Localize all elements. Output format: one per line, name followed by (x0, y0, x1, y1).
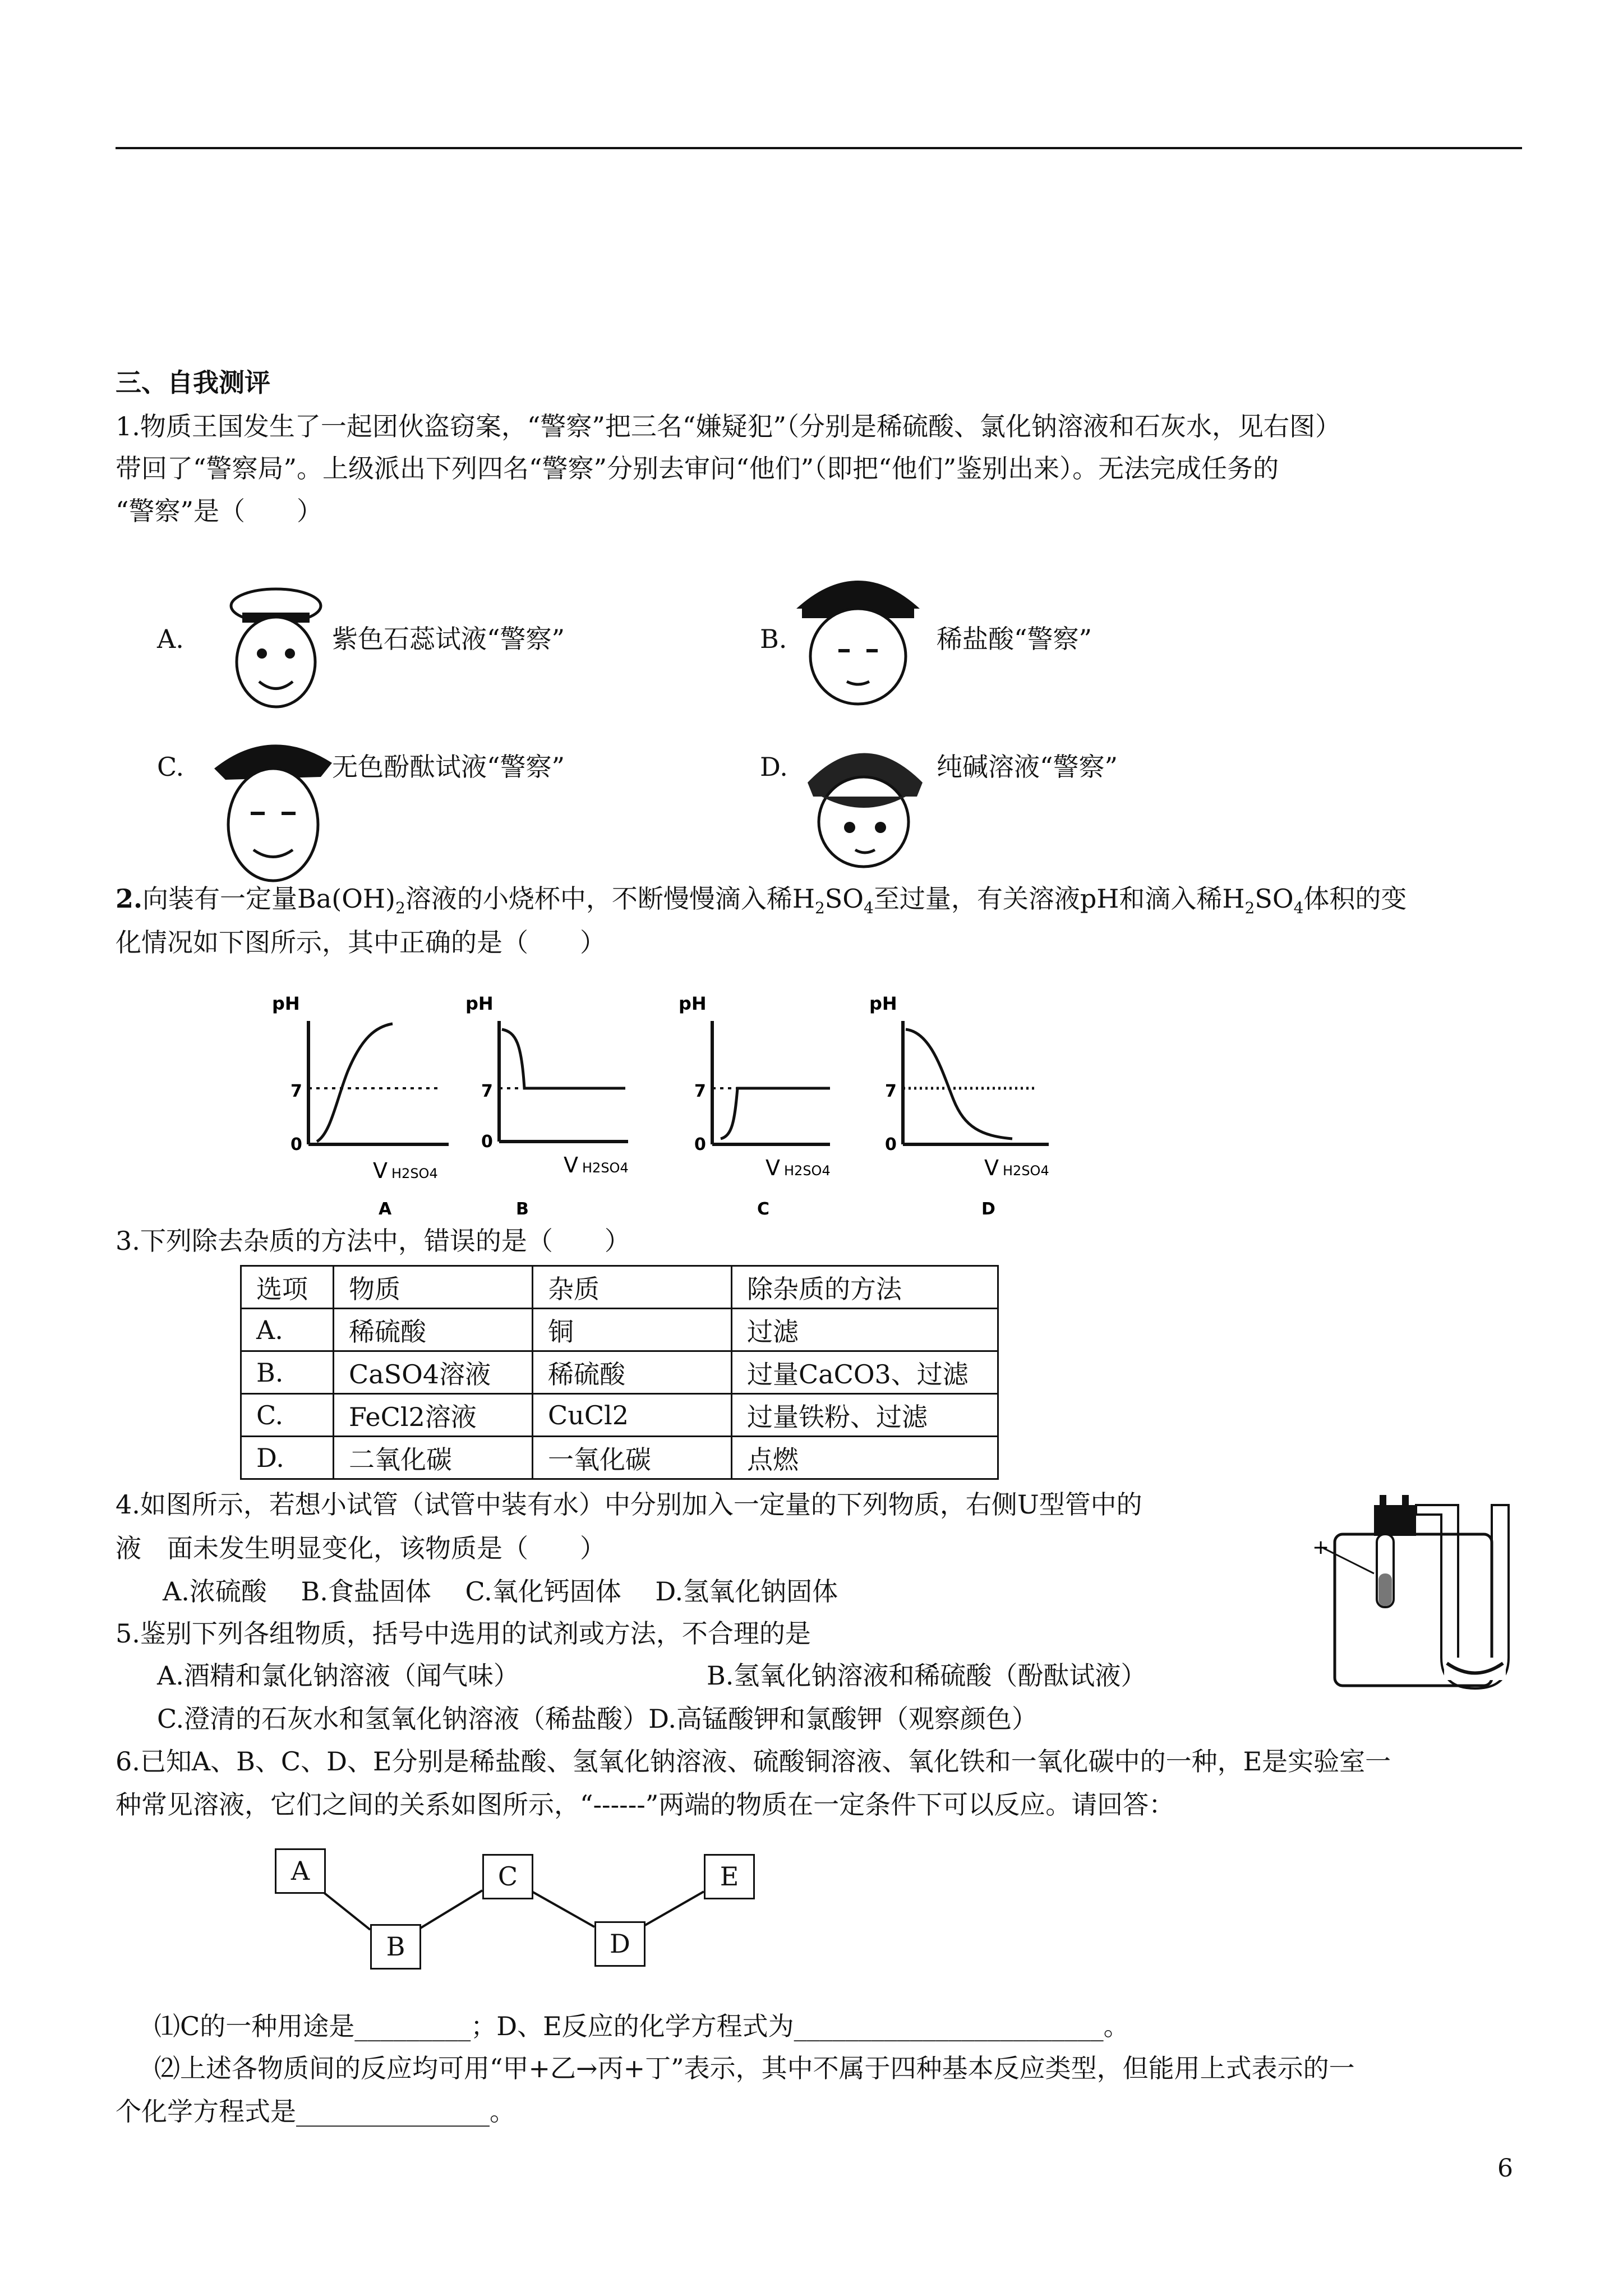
graph-a-label: A (379, 1199, 392, 1219)
graph-b-seven: 7 (481, 1082, 493, 1101)
q1-line1: 1.物质王国发生了一起团伙盗窃案，“警察”把三名“嫌疑犯”（分别是稀硫酸、氯化钠溶液和石灰水，见右图） (116, 411, 1341, 441)
table-header-cell: 选项 (241, 1266, 334, 1309)
table-cell: A. (241, 1309, 334, 1351)
graph-d-zero: 0 (885, 1135, 897, 1154)
table-cell: 铜 (533, 1309, 732, 1351)
table-cell: B. (241, 1351, 334, 1394)
q2-sub4: 2 (1244, 899, 1255, 918)
table-cell: 过滤 (732, 1309, 998, 1351)
q2-num: 2. (116, 884, 143, 914)
table-cell: C. (241, 1394, 334, 1437)
graph-c-xsub: H2SO4 (784, 1163, 831, 1179)
graph-d-xlabel: V (984, 1156, 999, 1180)
graph-a-ylabel: pH (272, 993, 300, 1014)
q4-line1: 4.如图所示，若想小试管（试管中装有水）中分别加入一定量的下列物质，右侧U型管中的 (116, 1489, 1142, 1520)
graph-a-zero: 0 (291, 1135, 302, 1154)
table-cell: CuCl2 (533, 1394, 732, 1437)
q2-l1f: 体积的变 (1303, 884, 1407, 914)
q1-optD-text: 纯碱溶液“警察” (937, 752, 1118, 782)
graph-a-xsub: H2SO4 (391, 1166, 438, 1181)
graph-b-ylabel: pH (465, 993, 494, 1014)
graph-b-xsub: H2SO4 (582, 1160, 629, 1176)
q1-line2: 带回了“警察局”。上级派出下列四名“警察”分别去审问“他们”（即把“他们”鉴别出来）。无法完成任务的 (116, 453, 1279, 484)
table-header-cell: 物质 (334, 1266, 533, 1309)
q5-stem: 5.鉴别下列各组物质，括号中选用的试剂或方法，不合理的是 (116, 1618, 811, 1649)
graph-c-seven: 7 (694, 1082, 706, 1101)
node-c: C (482, 1854, 533, 1899)
table-cell: FeCl2溶液 (334, 1394, 533, 1437)
q2-sub3: 4 (864, 899, 874, 918)
q5-optB: B.氢氧化钠溶液和稀硫酸（酚酞试液） (707, 1660, 1147, 1691)
table-cell: 过量铁粉、过滤 (732, 1394, 998, 1437)
q3-stem: 3.下列除去杂质的方法中，错误的是（ ） (116, 1226, 630, 1256)
graph-c-ylabel: pH (679, 993, 707, 1014)
q2-sub2: 2 (814, 899, 825, 918)
q2-l1d: 至过量，有关溶液pH和滴入稀H (873, 884, 1245, 914)
table-cell: 二氧化碳 (334, 1437, 533, 1479)
graph-d-label: D (981, 1199, 995, 1219)
graph-d-xsub: H2SO4 (1003, 1163, 1049, 1179)
q2-l1b: 溶液的小烧杯中，不断慢慢滴入稀H (405, 884, 815, 914)
q1-optC-letter: C. (157, 752, 185, 782)
table-cell: 稀硫酸 (334, 1309, 533, 1351)
q2-l1a: 向装有一定量Ba(OH) (142, 884, 395, 914)
q1-line3: “警察”是（ ） (116, 496, 323, 526)
q2-l1e: SO (1255, 884, 1294, 914)
q2-sub5: 4 (1293, 899, 1304, 918)
q1-optA-text: 紫色石蕊试液“警察” (332, 624, 565, 654)
node-d: D (594, 1921, 645, 1967)
q2-sub1: 2 (395, 899, 405, 918)
table-header-cell: 杂质 (533, 1266, 732, 1309)
q2-l1c: SO (824, 884, 864, 914)
q5-optCD: C.澄清的石灰水和氢氧化钠溶液（稀盐酸）D.高锰酸钾和氯酸钾（观察颜色） (157, 1704, 1038, 1734)
funnel-plus-icon: + (1312, 1536, 1330, 1559)
q6-line1: 6.已知A、B、C、D、E分别是稀盐酸、氢氧化钠溶液、硫酸铜溶液、氧化铁和一氧化碳中的一种，E是实验室一 (116, 1746, 1391, 1777)
q6-sub2: ⑵上述各物质间的反应均可用“甲+乙→丙+丁”表示，其中不属于四种基本反应类型，但能用上式表示的一 (154, 2053, 1355, 2083)
q5-optA: A.酒精和氯化钠溶液（闻气味） (157, 1660, 519, 1691)
graph-d-seven: 7 (885, 1082, 897, 1101)
graph-a-seven: 7 (291, 1082, 302, 1101)
q4-options: A.浓硫酸 B.食盐固体 C.氧化钙固体 D.氢氧化钠固体 (163, 1576, 838, 1607)
graph-d-ylabel: pH (869, 993, 897, 1014)
graph-b-zero: 0 (481, 1132, 493, 1152)
graph-b-xlabel: V (564, 1153, 578, 1177)
q1-optB-letter: B. (760, 624, 787, 654)
q1-optA-letter: A. (157, 624, 184, 654)
q1-optC-text: 无色酚酞试液“警察” (332, 752, 565, 782)
q4-line2: 液 面未发生明显变化，该物质是（ ） (116, 1533, 606, 1563)
table-cell: 一氧化碳 (533, 1437, 732, 1479)
graph-a-xlabel: V (373, 1158, 388, 1183)
page-number: 6 (1497, 2154, 1513, 2183)
q1-optB-text: 稀盐酸“警察” (937, 624, 1092, 654)
node-b: B (370, 1924, 421, 1970)
table-cell: 稀硫酸 (533, 1351, 732, 1394)
node-a: A (275, 1848, 326, 1894)
table-cell: 过量CaCO3、过滤 (732, 1351, 998, 1394)
graph-c-label: C (757, 1199, 770, 1219)
graph-c-xlabel: V (766, 1156, 780, 1180)
table-cell: D. (241, 1437, 334, 1479)
table-cell: 点燃 (732, 1437, 998, 1479)
table-header-cell: 除杂质的方法 (732, 1266, 998, 1309)
q1-optD-letter: D. (760, 752, 788, 782)
graph-c-zero: 0 (694, 1135, 706, 1154)
table-cell: CaSO4溶液 (334, 1351, 533, 1394)
graph-b-label: B (516, 1199, 529, 1219)
section-title: 三、自我测评 (116, 367, 270, 398)
q6-sub3: 个化学方程式是_______________。 (116, 2096, 515, 2127)
q2-line2: 化情况如下图所示，其中正确的是（ ） (116, 927, 606, 958)
q6-sub1: ⑴C的一种用途是_________；D、E反应的化学方程式为________________________。 (154, 2011, 1129, 2041)
node-e: E (704, 1854, 755, 1899)
q6-line2: 种常见溶液，它们之间的关系如图所示，“------”两端的物质在一定条件下可以反应。请回答： (116, 1789, 1175, 1820)
